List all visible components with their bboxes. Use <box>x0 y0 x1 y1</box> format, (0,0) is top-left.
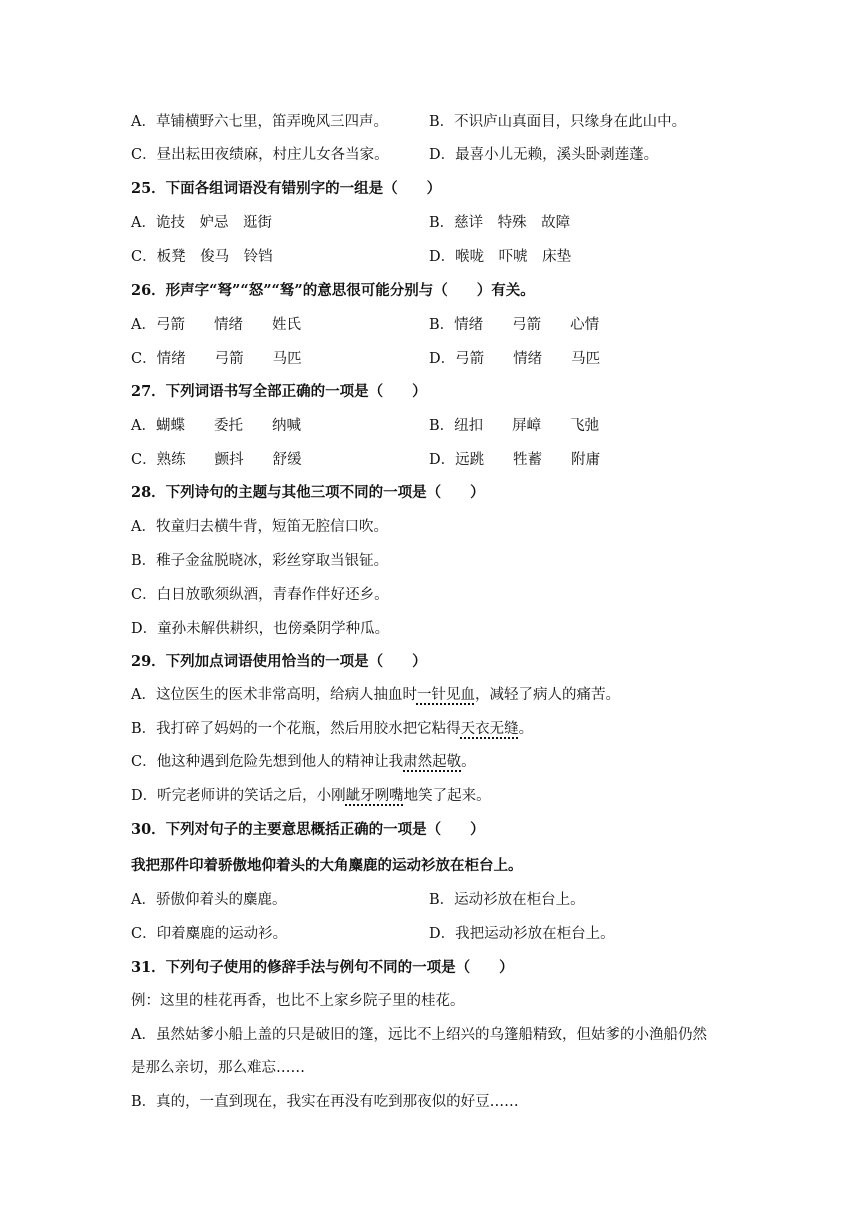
q25-option-d: D．喉咙 吓唬 床垫 <box>429 249 572 265</box>
q29-stem: 29．下列加点词语使用恰当的一项是（ ） <box>131 653 427 670</box>
dotted-phrase: 一针见血 <box>416 687 475 703</box>
q26-option-d: D．弓箭 情绪 马匹 <box>429 351 601 367</box>
q25-option-c: C．板凳 俊马 铃铛 <box>131 249 273 265</box>
q30-option-b: B．运动衫放在柜台上。 <box>429 892 585 908</box>
q24-option-a: A．草铺横野六七里，笛弄晚风三四声。 <box>131 114 388 130</box>
dotted-phrase: 龇牙咧嘴 <box>345 788 404 804</box>
q27-option-a: A．蝴蝶 委托 纳喊 <box>131 418 301 434</box>
q26-option-b: B．情绪 弓箭 心情 <box>429 317 600 333</box>
q24-option-c: C．昼出耘田夜绩麻，村庄儿女各当家。 <box>131 147 389 163</box>
q28-option-d: D．童孙未解供耕织，也傍桑阴学种瓜。 <box>131 621 390 637</box>
q26-option-c: C．情绪 弓箭 马匹 <box>131 351 302 367</box>
q27-option-c: C．熟练 颤抖 舒缓 <box>131 452 302 468</box>
q27-stem: 27．下列词语书写全部正确的一项是（ ） <box>131 383 427 400</box>
q28-option-b: B．稚子金盆脱晓冰，彩丝穿取当银钲。 <box>131 553 389 569</box>
q29-option-a: A．这位医生的医术非常高明，给病人抽血时一针见血，减轻了病人的痛苦。 <box>131 687 620 703</box>
q30-option-a: A．骄傲仰着头的麋鹿。 <box>131 892 287 908</box>
q31-example: 例：这里的桂花再香，也比不上家乡院子里的桂花。 <box>131 993 465 1009</box>
q30-option-c: C．印着麋鹿的运动衫。 <box>131 926 288 942</box>
q31-option-a-line2: 是那么亲切，那么难忘…… <box>131 1060 305 1076</box>
dotted-phrase: 肃然起敬 <box>403 754 462 770</box>
q30-option-d: D．我把运动衫放在柜台上。 <box>429 926 615 942</box>
q31-stem: 31．下列句子使用的修辞手法与例句不同的一项是（ ） <box>131 959 514 976</box>
q27-option-b: B．纽扣 屏嶂 飞弛 <box>429 418 600 434</box>
q24-option-b: B．不识庐山真面目，只缘身在此山中。 <box>429 114 687 130</box>
q29-option-d: D．听完老师讲的笑话之后，小刚龇牙咧嘴地笑了起来。 <box>131 788 491 804</box>
q30-sentence: 我把那件印着骄傲地仰着头的大角麋鹿的运动衫放在柜台上。 <box>131 857 523 874</box>
q29-option-b: B．我打碎了妈妈的一个花瓶，然后用胶水把它粘得天衣无缝。 <box>131 721 534 737</box>
q25-option-b: B．慈详 特殊 故障 <box>429 215 571 231</box>
q28-option-a: A．牧童归去横牛背，短笛无腔信口吹。 <box>131 519 388 535</box>
q31-option-a-line1: A．虽然姑爹小船上盖的只是破旧的篷，远比不上绍兴的乌篷船精致，但姑爹的小渔船仍然 <box>131 1027 707 1043</box>
q28-option-c: C．白日放歌须纵酒，青春作伴好还乡。 <box>131 587 389 603</box>
q26-option-a: A．弓箭 情绪 姓氏 <box>131 317 301 333</box>
q26-stem: 26．形声字“弩”“怒”“驽”的意思很可能分别与（ ）有关。 <box>131 282 535 299</box>
q30-stem: 30．下列对句子的主要意思概括正确的一项是（ ） <box>131 821 485 838</box>
q24-option-d: D．最喜小儿无赖，溪头卧剥莲蓬。 <box>429 147 659 163</box>
q27-option-d: D．远跳 牲蓄 附庸 <box>429 452 601 468</box>
q25-stem: 25．下面各组词语没有错别字的一组是（ ） <box>131 180 442 197</box>
q25-option-a: A．诡技 妒忌 逛街 <box>131 215 272 231</box>
q29-option-c: C．他这种遇到危险先想到他人的精神让我肃然起敬。 <box>131 754 476 770</box>
q31-option-b: B．真的，一直到现在，我实在再没有吃到那夜似的好豆…… <box>131 1094 519 1110</box>
dotted-phrase: 天衣无缝 <box>460 721 519 737</box>
q28-stem: 28．下列诗句的主题与其他三项不同的一项是（ ） <box>131 484 485 501</box>
